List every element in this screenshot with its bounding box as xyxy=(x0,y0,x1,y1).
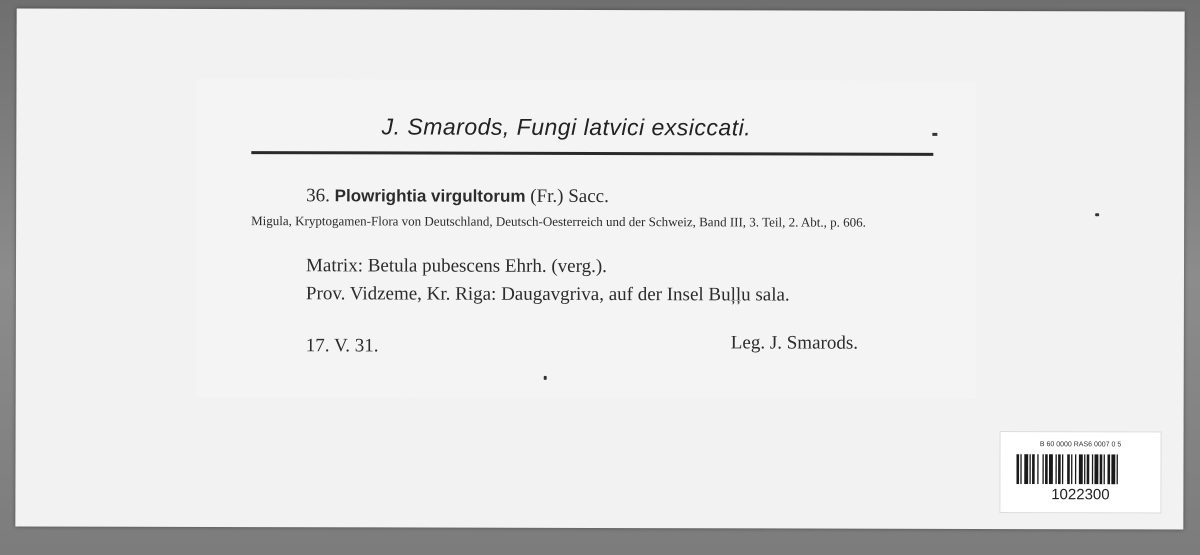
herbarium-sheet xyxy=(15,8,1184,529)
locality-line: Prov. Vidzeme, Kr. Riga: Daugavgriva, auf der Insel Buļļu sala. xyxy=(305,283,790,306)
barcode-image xyxy=(1016,454,1144,484)
collection-date: 17. V. 31. xyxy=(305,335,379,357)
header-dot-mark xyxy=(932,133,937,136)
barcode-label xyxy=(999,431,1161,513)
species-line xyxy=(306,185,609,208)
species-authority: (Fr.) Sacc. xyxy=(530,185,609,208)
dust-speck xyxy=(544,376,547,380)
collector-line: Leg. J. Smarods. xyxy=(730,332,859,354)
barcode-header: B 60 0000 RAS6 0007 0 5 xyxy=(1039,441,1122,449)
species-name: Plowrightia virgultorum xyxy=(334,186,526,206)
header-rule xyxy=(251,151,933,156)
literature-reference: Migula, Kryptogamen-Flora von Deutschland, Deutsch-Oesterreich und der Schweiz, Band III, 3. Teil, 2. Abt., p. 606. xyxy=(251,213,866,230)
barcode-number: 1022300 xyxy=(1051,486,1110,504)
specimen-label xyxy=(196,79,977,399)
matrix-line: Matrix: Betula pubescens Ehrh. (verg.). xyxy=(305,255,607,278)
dust-speck xyxy=(1095,213,1099,216)
label-header: J. Smarods, Fungi latvici exsiccati. xyxy=(381,113,752,141)
exsiccata-number: 36. xyxy=(306,185,330,207)
